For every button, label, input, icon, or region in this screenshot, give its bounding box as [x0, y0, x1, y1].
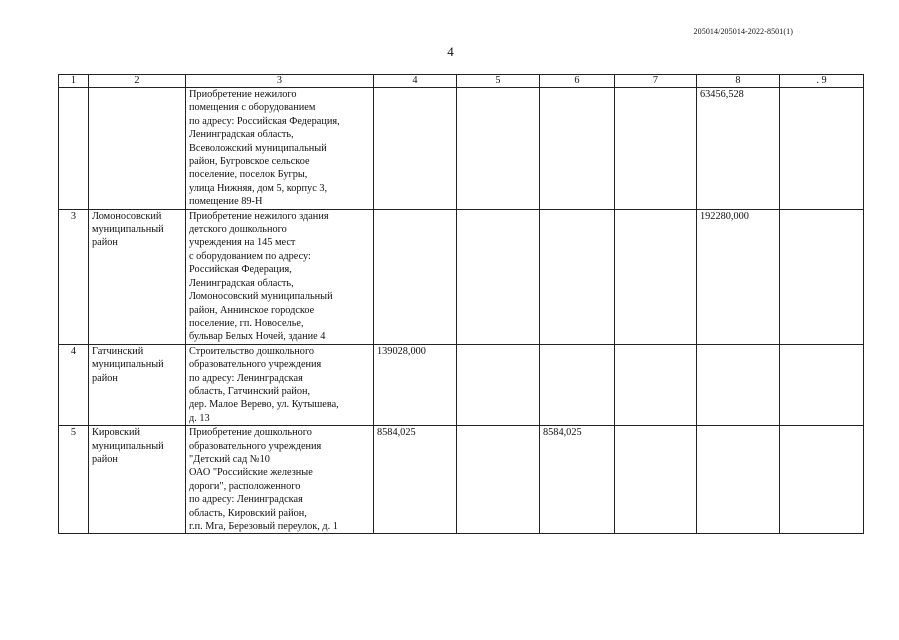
col6-cell: 8584,025	[540, 426, 615, 534]
column-header: . 9	[780, 75, 864, 88]
region-cell: Ломоносовский муниципальный район	[89, 209, 186, 344]
region-cell	[89, 88, 186, 210]
table-row	[59, 209, 864, 344]
col4-cell: 139028,000	[374, 344, 457, 425]
col7-cell	[615, 209, 697, 344]
document-id: 205014/205014-2022-8501(1)	[693, 27, 793, 36]
col6-cell	[540, 344, 615, 425]
column-header: 4	[374, 75, 457, 88]
table-row	[59, 344, 864, 425]
column-header: 3	[186, 75, 374, 88]
col7-cell	[615, 344, 697, 425]
col9-cell	[780, 88, 864, 210]
column-header: 6	[540, 75, 615, 88]
col9-cell	[780, 426, 864, 534]
column-header: 1	[59, 75, 89, 88]
row-number: 3	[59, 209, 89, 344]
col5-cell	[457, 344, 540, 425]
col9-cell	[780, 209, 864, 344]
col5-cell	[457, 88, 540, 210]
column-header: 5	[457, 75, 540, 88]
col8-cell	[697, 344, 780, 425]
region-cell: Гатчинский муниципальный район	[89, 344, 186, 425]
column-header: 7	[615, 75, 697, 88]
col7-cell	[615, 88, 697, 210]
description-cell: Строительство дошкольного образовательного учреждения по адресу: Ленинградская область, Гатчинский район, дер. Малое Верево, ул. Кутышева, д. 13	[186, 344, 374, 425]
col4-cell	[374, 209, 457, 344]
col7-cell	[615, 426, 697, 534]
table-row	[59, 426, 864, 534]
description-cell: Приобретение нежилого помещения с оборудованием по адресу: Российская Федерация, Ленинградская область, Всеволожский муниципальный район, Бугровское сельское поселение, поселок Бугры, улица Нижняя, дом 5, корпус 3, помещение 89-Н	[186, 88, 374, 210]
col8-cell: 63456,528	[697, 88, 780, 210]
page-number: 4	[447, 44, 454, 59]
row-number	[59, 88, 89, 210]
col4-cell: 8584,025	[374, 426, 457, 534]
description-cell: Приобретение дошкольного образовательного учреждения "Детский сад №10 ОАО "Российские железные дороги", расположенного по адресу: Ленинградская область, Кировский район, г.п. Мга, Березовый переулок, д. 1	[186, 426, 374, 534]
col9-cell	[780, 344, 864, 425]
description-cell: Приобретение нежилого здания детского дошкольного учреждения на 145 мест с оборудованием по адресу: Российская Федерация, Ленинградская область, Ломоносовский муниципальный район, Аннинское городское поселение, гп. Новоселье, бульвар Белых Ночей, здание 4	[186, 209, 374, 344]
column-header: 8	[697, 75, 780, 88]
col6-cell	[540, 88, 615, 210]
column-header: 2	[89, 75, 186, 88]
region-cell: Кировский муниципальный район	[89, 426, 186, 534]
row-number: 5	[59, 426, 89, 534]
col5-cell	[457, 426, 540, 534]
col8-cell: 192280,000	[697, 209, 780, 344]
col8-cell	[697, 426, 780, 534]
row-number: 4	[59, 344, 89, 425]
table-header-row	[59, 75, 864, 88]
table-row	[59, 88, 864, 210]
col4-cell	[374, 88, 457, 210]
col6-cell	[540, 209, 615, 344]
col5-cell	[457, 209, 540, 344]
data-table	[58, 74, 864, 534]
